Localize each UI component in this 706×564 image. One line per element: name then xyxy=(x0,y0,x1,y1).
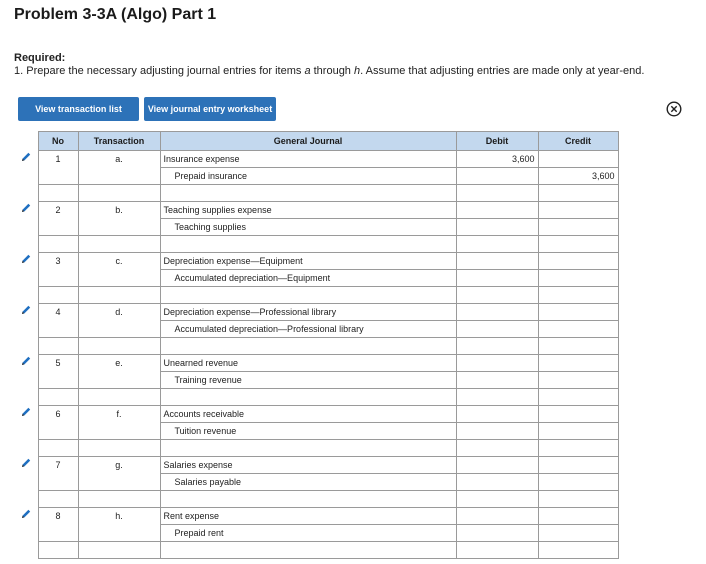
column-header-credit: Credit xyxy=(538,132,618,151)
entry-number: 1 xyxy=(38,151,78,185)
blank-cell[interactable] xyxy=(160,236,456,253)
blank-cell xyxy=(38,236,78,253)
blank-cell[interactable] xyxy=(160,491,456,508)
table-row-blank xyxy=(14,389,618,406)
column-header-no: No xyxy=(38,132,78,151)
debit-account-cell[interactable]: Accounts receivable xyxy=(160,406,456,423)
table-row-blank xyxy=(14,542,618,559)
blank-cell[interactable] xyxy=(160,440,456,457)
credit-amount-cell[interactable] xyxy=(538,321,618,338)
debit-account-cell[interactable]: Depreciation expense—Professional library xyxy=(160,304,456,321)
table-row-blank xyxy=(14,491,618,508)
table-row-blank xyxy=(14,440,618,457)
table-row-blank xyxy=(14,287,618,304)
view-transaction-list-button[interactable]: View transaction list xyxy=(18,97,139,121)
entry-number: 7 xyxy=(38,457,78,491)
row-spacer xyxy=(14,236,38,253)
debit-amount-cell[interactable] xyxy=(456,457,538,474)
blank-cell xyxy=(38,440,78,457)
blank-cell[interactable] xyxy=(456,440,538,457)
pencil-icon xyxy=(20,151,32,161)
table-row xyxy=(14,508,618,525)
edit-entry-button[interactable] xyxy=(14,406,38,440)
row-spacer xyxy=(14,440,38,457)
credit-account-cell[interactable]: Tuition revenue xyxy=(160,423,456,440)
debit-amount-cell[interactable] xyxy=(456,474,538,491)
blank-cell[interactable] xyxy=(538,440,618,457)
credit-account-cell[interactable]: Prepaid rent xyxy=(160,525,456,542)
edit-entry-button[interactable] xyxy=(14,151,38,185)
credit-amount-cell[interactable] xyxy=(538,253,618,270)
debit-amount-cell[interactable] xyxy=(456,355,538,372)
debit-amount-cell[interactable] xyxy=(456,372,538,389)
debit-account-cell[interactable]: Rent expense xyxy=(160,508,456,525)
entry-number: 2 xyxy=(38,202,78,236)
credit-account-cell[interactable]: Training revenue xyxy=(160,372,456,389)
blank-cell[interactable] xyxy=(160,389,456,406)
credit-amount-cell[interactable] xyxy=(538,457,618,474)
table-row xyxy=(14,151,618,168)
credit-amount-cell[interactable] xyxy=(538,474,618,491)
blank-cell[interactable] xyxy=(538,491,618,508)
pencil-icon xyxy=(20,457,32,467)
blank-cell[interactable] xyxy=(538,185,618,202)
close-icon[interactable] xyxy=(666,101,682,117)
debit-amount-cell[interactable] xyxy=(456,508,538,525)
blank-cell xyxy=(78,389,160,406)
pencil-icon xyxy=(20,406,32,416)
table-row xyxy=(14,253,618,270)
debit-account-cell[interactable]: Depreciation expense—Equipment xyxy=(160,253,456,270)
instruction-suffix: . Assume that adjusting entries are made only at year-end. xyxy=(360,65,645,77)
blank-cell[interactable] xyxy=(160,185,456,202)
table-row xyxy=(14,457,618,474)
table-row-blank xyxy=(14,338,618,355)
debit-account-cell[interactable]: Salaries expense xyxy=(160,457,456,474)
debit-amount-cell[interactable] xyxy=(456,270,538,287)
blank-cell xyxy=(78,338,160,355)
edit-entry-button[interactable] xyxy=(14,508,38,542)
credit-amount-cell[interactable] xyxy=(538,508,618,525)
table-row xyxy=(14,355,618,372)
debit-amount-cell[interactable]: 3,600 xyxy=(456,151,538,168)
instruction-h: h xyxy=(353,65,361,77)
debit-account-cell[interactable]: Unearned revenue xyxy=(160,355,456,372)
header-edit-spacer xyxy=(14,132,38,151)
blank-cell[interactable] xyxy=(456,542,538,559)
row-spacer xyxy=(14,287,38,304)
pencil-icon xyxy=(20,202,32,212)
entry-transaction: d. xyxy=(78,304,160,338)
credit-amount-cell[interactable] xyxy=(538,270,618,287)
blank-cell[interactable] xyxy=(538,389,618,406)
debit-amount-cell[interactable] xyxy=(456,423,538,440)
blank-cell[interactable] xyxy=(538,287,618,304)
blank-cell xyxy=(38,287,78,304)
debit-amount-cell[interactable] xyxy=(456,525,538,542)
debit-amount-cell[interactable] xyxy=(456,219,538,236)
debit-amount-cell[interactable] xyxy=(456,253,538,270)
column-header-transaction: Transaction xyxy=(78,132,160,151)
credit-amount-cell[interactable] xyxy=(538,525,618,542)
edit-entry-button[interactable] xyxy=(14,304,38,338)
view-journal-entry-worksheet-button[interactable]: View journal entry worksheet xyxy=(144,97,276,121)
debit-account-cell[interactable]: Teaching supplies expense xyxy=(160,202,456,219)
required-label: Required: xyxy=(14,52,66,64)
pencil-icon xyxy=(20,508,32,518)
entry-number: 6 xyxy=(38,406,78,440)
credit-amount-cell[interactable] xyxy=(538,304,618,321)
table-row xyxy=(14,304,618,321)
column-header-debit: Debit xyxy=(456,132,538,151)
edit-entry-button[interactable] xyxy=(14,355,38,389)
credit-amount-cell[interactable] xyxy=(538,151,618,168)
pencil-icon xyxy=(20,355,32,365)
blank-cell xyxy=(78,440,160,457)
row-spacer xyxy=(14,491,38,508)
edit-entry-button[interactable] xyxy=(14,457,38,491)
credit-amount-cell[interactable] xyxy=(538,423,618,440)
credit-account-cell[interactable]: Accumulated depreciation—Equipment xyxy=(160,270,456,287)
credit-amount-cell[interactable] xyxy=(538,406,618,423)
table-row xyxy=(14,202,618,219)
entry-transaction: c. xyxy=(78,253,160,287)
debit-amount-cell[interactable] xyxy=(456,304,538,321)
blank-cell xyxy=(78,542,160,559)
blank-cell xyxy=(78,236,160,253)
entry-number: 5 xyxy=(38,355,78,389)
blank-cell[interactable] xyxy=(538,338,618,355)
blank-cell[interactable] xyxy=(456,491,538,508)
blank-cell xyxy=(78,287,160,304)
page-title: Problem 3-3A (Algo) Part 1 xyxy=(14,6,217,23)
entry-transaction: g. xyxy=(78,457,160,491)
credit-account-cell[interactable]: Prepaid insurance xyxy=(160,168,456,185)
row-spacer xyxy=(14,542,38,559)
entry-transaction: f. xyxy=(78,406,160,440)
pencil-icon xyxy=(20,253,32,263)
entry-transaction: a. xyxy=(78,151,160,185)
instruction-prefix: 1. Prepare the necessary adjusting journal entries for items xyxy=(14,65,305,77)
instruction-text xyxy=(14,65,644,77)
row-spacer xyxy=(14,185,38,202)
edit-entry-button[interactable] xyxy=(14,253,38,287)
blank-cell xyxy=(38,338,78,355)
credit-account-cell[interactable]: Salaries payable xyxy=(160,474,456,491)
blank-cell xyxy=(78,491,160,508)
row-spacer xyxy=(14,338,38,355)
blank-cell[interactable] xyxy=(456,185,538,202)
blank-cell xyxy=(78,185,160,202)
column-header-general-journal: General Journal xyxy=(160,132,456,151)
entry-transaction: h. xyxy=(78,508,160,542)
credit-account-cell[interactable]: Accumulated depreciation—Professional library xyxy=(160,321,456,338)
table-row-blank xyxy=(14,236,618,253)
blank-cell[interactable] xyxy=(456,389,538,406)
pencil-icon xyxy=(20,304,32,314)
entry-number: 4 xyxy=(38,304,78,338)
credit-account-cell[interactable]: Teaching supplies xyxy=(160,219,456,236)
blank-cell[interactable] xyxy=(456,287,538,304)
row-spacer xyxy=(14,389,38,406)
instruction-a: a xyxy=(304,65,311,77)
credit-amount-cell[interactable] xyxy=(538,202,618,219)
debit-amount-cell[interactable] xyxy=(456,202,538,219)
entry-transaction: b. xyxy=(78,202,160,236)
blank-cell[interactable] xyxy=(538,236,618,253)
credit-amount-cell[interactable] xyxy=(538,355,618,372)
general-journal-table xyxy=(14,131,619,559)
blank-cell xyxy=(38,389,78,406)
instruction-mid: through xyxy=(310,65,354,77)
blank-cell[interactable] xyxy=(160,338,456,355)
blank-cell xyxy=(38,185,78,202)
blank-cell xyxy=(38,542,78,559)
table-header-row xyxy=(14,132,618,151)
table-row xyxy=(14,406,618,423)
table-row-blank xyxy=(14,185,618,202)
entry-transaction: e. xyxy=(78,355,160,389)
credit-amount-cell[interactable] xyxy=(538,372,618,389)
blank-cell[interactable] xyxy=(456,236,538,253)
debit-amount-cell[interactable] xyxy=(456,168,538,185)
blank-cell[interactable] xyxy=(160,287,456,304)
edit-entry-button[interactable] xyxy=(14,202,38,236)
debit-amount-cell[interactable] xyxy=(456,406,538,423)
debit-amount-cell[interactable] xyxy=(456,321,538,338)
entry-number: 8 xyxy=(38,508,78,542)
credit-amount-cell[interactable] xyxy=(538,219,618,236)
entry-number: 3 xyxy=(38,253,78,287)
blank-cell[interactable] xyxy=(538,542,618,559)
debit-account-cell[interactable]: Insurance expense xyxy=(160,151,456,168)
credit-amount-cell[interactable]: 3,600 xyxy=(538,168,618,185)
blank-cell[interactable] xyxy=(160,542,456,559)
blank-cell xyxy=(38,491,78,508)
blank-cell[interactable] xyxy=(456,338,538,355)
